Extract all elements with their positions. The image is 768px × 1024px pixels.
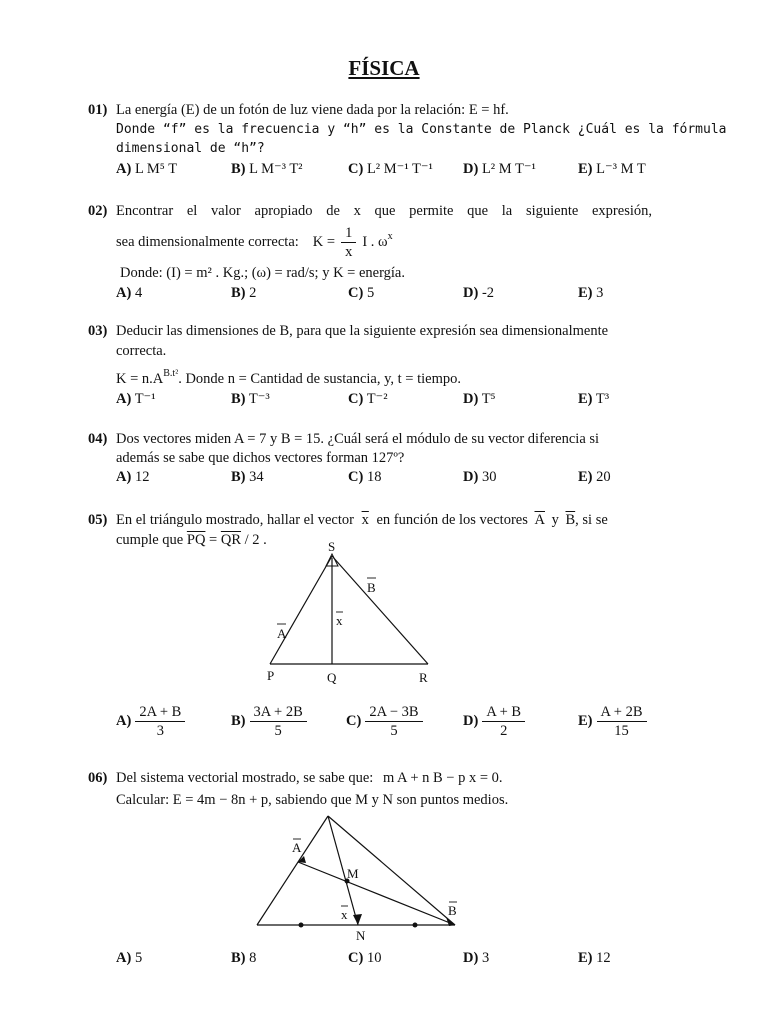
question-text-part: Del sistema vectorial mostrado, se sabe que: [116,770,374,786]
option-label: C) [348,950,364,966]
option-value: -2 [481,285,495,301]
option-e[interactable] [578,391,609,408]
question-text-part: En el triángulo mostrado, hallar el vector [116,512,354,528]
question-text: Donde: (I) = m² . Kg.; (ω) = rad/s; y K = energía. [120,265,405,281]
option-e[interactable] [578,285,603,302]
option-label: B) [231,285,246,301]
option-label: C) [348,285,364,301]
fraction-denominator: 2 [500,723,508,739]
option-a[interactable] [116,285,142,302]
option-value: 20 [596,469,611,485]
fraction-denominator: 15 [614,723,629,739]
option-label: B) [231,950,246,966]
option-label: A) [116,161,132,177]
formula-line [116,368,462,388]
option-d[interactable] [463,469,496,486]
option-d[interactable] [463,391,496,408]
option-value: T⁻³ [248,391,270,407]
option-b[interactable] [231,285,256,302]
formula-rhs [362,231,393,251]
fraction [135,703,185,740]
option-a[interactable] [116,161,177,178]
option-value: T⁻¹ [134,391,156,407]
fraction-denominator: 5 [274,723,282,739]
vector-b: $\overline{B}$ [565,512,576,528]
label-vector-b: B [448,903,457,918]
option-value: 4 [134,285,143,301]
fraction [365,703,422,740]
formula-line [116,224,393,261]
question-text-part: , si se [575,512,608,528]
fraction-numerator: 1 [341,224,356,243]
option-label: D) [463,391,479,407]
label-vector-x: x [341,907,348,922]
option-e[interactable] [578,703,647,740]
option-label: B) [231,161,246,177]
option-value: 3 [481,950,490,966]
label-vector-a: A [277,626,287,641]
question-text-part: / 2 . [244,532,267,548]
fraction [341,224,356,261]
formula-exponent: B.t² [163,368,179,379]
option-a[interactable] [116,469,149,486]
question-text: Deducir las dimensiones de B, para que la siguiente expresión sea dimensionalmente [116,323,609,339]
option-label: B) [231,713,246,729]
option-b[interactable] [231,391,270,408]
question-text: sea dimensionalmente correcta: [116,234,299,250]
triangle-diagram [250,536,450,688]
formula-lhs: K = [312,234,336,250]
label-p: P [267,668,275,683]
fraction-numerator: A + B [482,703,525,722]
option-c[interactable] [348,469,381,486]
formula-exponent: x [387,231,393,242]
fraction-denominator: 3 [156,723,164,739]
option-label: C) [348,469,364,485]
option-value: 10 [366,950,382,966]
question-number: 03) [88,323,108,339]
option-value: 5 [134,950,143,966]
option-d[interactable] [463,161,536,178]
option-value: 18 [366,469,382,485]
label-q: Q [327,670,337,685]
option-value: 3 [596,285,604,301]
option-label: D) [463,469,479,485]
option-e[interactable] [578,161,646,178]
option-d[interactable] [463,950,489,967]
option-b[interactable] [231,950,256,967]
label-r: R [419,670,428,685]
question-number: 02) [88,203,108,219]
vector-system-diagram [250,812,480,947]
option-label: E) [578,285,593,301]
label-m: M [347,866,359,881]
question-text: dimensional de “h”? [116,141,265,156]
option-label: E) [578,950,593,966]
question-number: 06) [88,770,108,786]
option-label: A) [116,469,132,485]
fraction-numerator: 2A + B [135,703,185,722]
question-text: La energía (E) de un fotón de luz viene dada por la relación: E = hf. [116,102,509,118]
question-text: correcta. [116,343,167,359]
label-s: S [328,539,336,554]
option-label: D) [463,950,479,966]
question-text-part: en función de los vectores [376,512,528,528]
option-label: D) [463,713,479,729]
fraction-denominator: 5 [390,723,398,739]
question-text [116,770,503,787]
option-a[interactable] [116,703,185,740]
question-text-part: . [498,770,503,786]
option-b[interactable] [231,161,303,178]
question-text [116,512,608,529]
option-label: B) [231,391,246,407]
question-text: además se sabe que dichos vectores forman 127º? [116,450,405,466]
formula-rhs-base: I . ω [362,234,388,250]
option-value: 12 [596,950,611,966]
option-e[interactable] [578,469,611,486]
question-text: Donde “f” es la frecuencia y “h” es la Constante de Planck ¿Cuál es la fórmula [116,122,727,137]
option-value: 5 [366,285,375,301]
option-value: L⁻³ M T [596,161,646,177]
fraction [482,703,525,740]
fraction-numerator: A + 2B [597,703,647,722]
label-vector-b: B [367,580,376,595]
fraction-numerator: 2A − 3B [365,703,422,722]
question-text: Encontrar el valor apropiado de x que permite que la siguiente expresión, [116,203,652,219]
question-text-part: y [551,512,559,528]
option-value: L M⁻³ T² [249,161,303,177]
option-label: C) [348,161,364,177]
question-number: 04) [88,431,108,447]
option-value: T⁻² [366,391,388,407]
segment-qr: $\overline{QR}$ [220,532,242,548]
option-label: C) [346,713,362,729]
option-label: B) [231,469,246,485]
question-number: 05) [88,512,108,528]
option-c[interactable] [348,285,374,302]
label-vector-x: x [336,613,343,628]
page-title: FÍSICA [348,56,420,80]
option-label: A) [116,391,132,407]
option-e[interactable] [578,950,611,967]
option-c[interactable] [348,161,433,178]
option-label: E) [578,469,593,485]
fraction-denominator: x [345,244,353,260]
question-text-part: cumple que [116,532,184,548]
equals-sign: = [209,532,218,548]
option-label: C) [348,391,364,407]
fraction-numerator: 3A + 2B [250,703,307,722]
option-d[interactable] [463,285,494,302]
option-c[interactable] [348,391,388,408]
option-value: L² M T⁻¹ [481,161,536,177]
option-value: 8 [249,950,257,966]
option-label: A) [116,285,132,301]
fraction [250,703,307,740]
question-text: . Donde n = Cantidad de sustancia, y, t = tiempo. [178,371,462,387]
option-c[interactable] [346,703,423,740]
option-value: 12 [134,469,150,485]
label-vector-a: A [292,840,302,855]
option-label: A) [116,713,132,729]
option-a[interactable] [116,391,156,408]
option-label: D) [463,161,479,177]
option-label: E) [578,391,593,407]
option-value: T⁵ [481,391,496,407]
option-c[interactable] [348,950,381,967]
question-text [116,532,267,549]
vector-equation: m A + n B − p x = 0 [382,770,499,786]
option-label: A) [116,950,132,966]
vector-x: $\overline{x}$ [361,512,369,528]
label-n: N [356,928,366,943]
option-b[interactable] [231,469,264,486]
option-a[interactable] [116,950,142,967]
option-value: 30 [481,469,497,485]
option-value: 2 [249,285,257,301]
option-label: D) [463,285,479,301]
option-value: 34 [249,469,264,485]
question-text: Dos vectores miden A = 7 y B = 15. ¿Cuál será el módulo de su vector diferencia si [116,431,600,447]
option-value: T³ [595,391,610,407]
option-value: L M⁵ T [134,161,178,177]
vector-a: $\overline{A}$ [534,512,545,528]
question-text: Calcular: E = 4m − 8n + p, sabiendo que M y N son puntos medios. [116,792,509,808]
formula-base: K = n.A [116,371,164,387]
question-number: 01) [88,102,108,118]
option-b[interactable] [231,703,307,740]
fraction [597,703,647,740]
option-d[interactable] [463,703,525,740]
option-label: E) [578,161,593,177]
option-label: E) [578,713,593,729]
option-value: L² M⁻¹ T⁻¹ [366,161,433,177]
segment-pq: $\overline{PQ}$ [186,532,206,548]
